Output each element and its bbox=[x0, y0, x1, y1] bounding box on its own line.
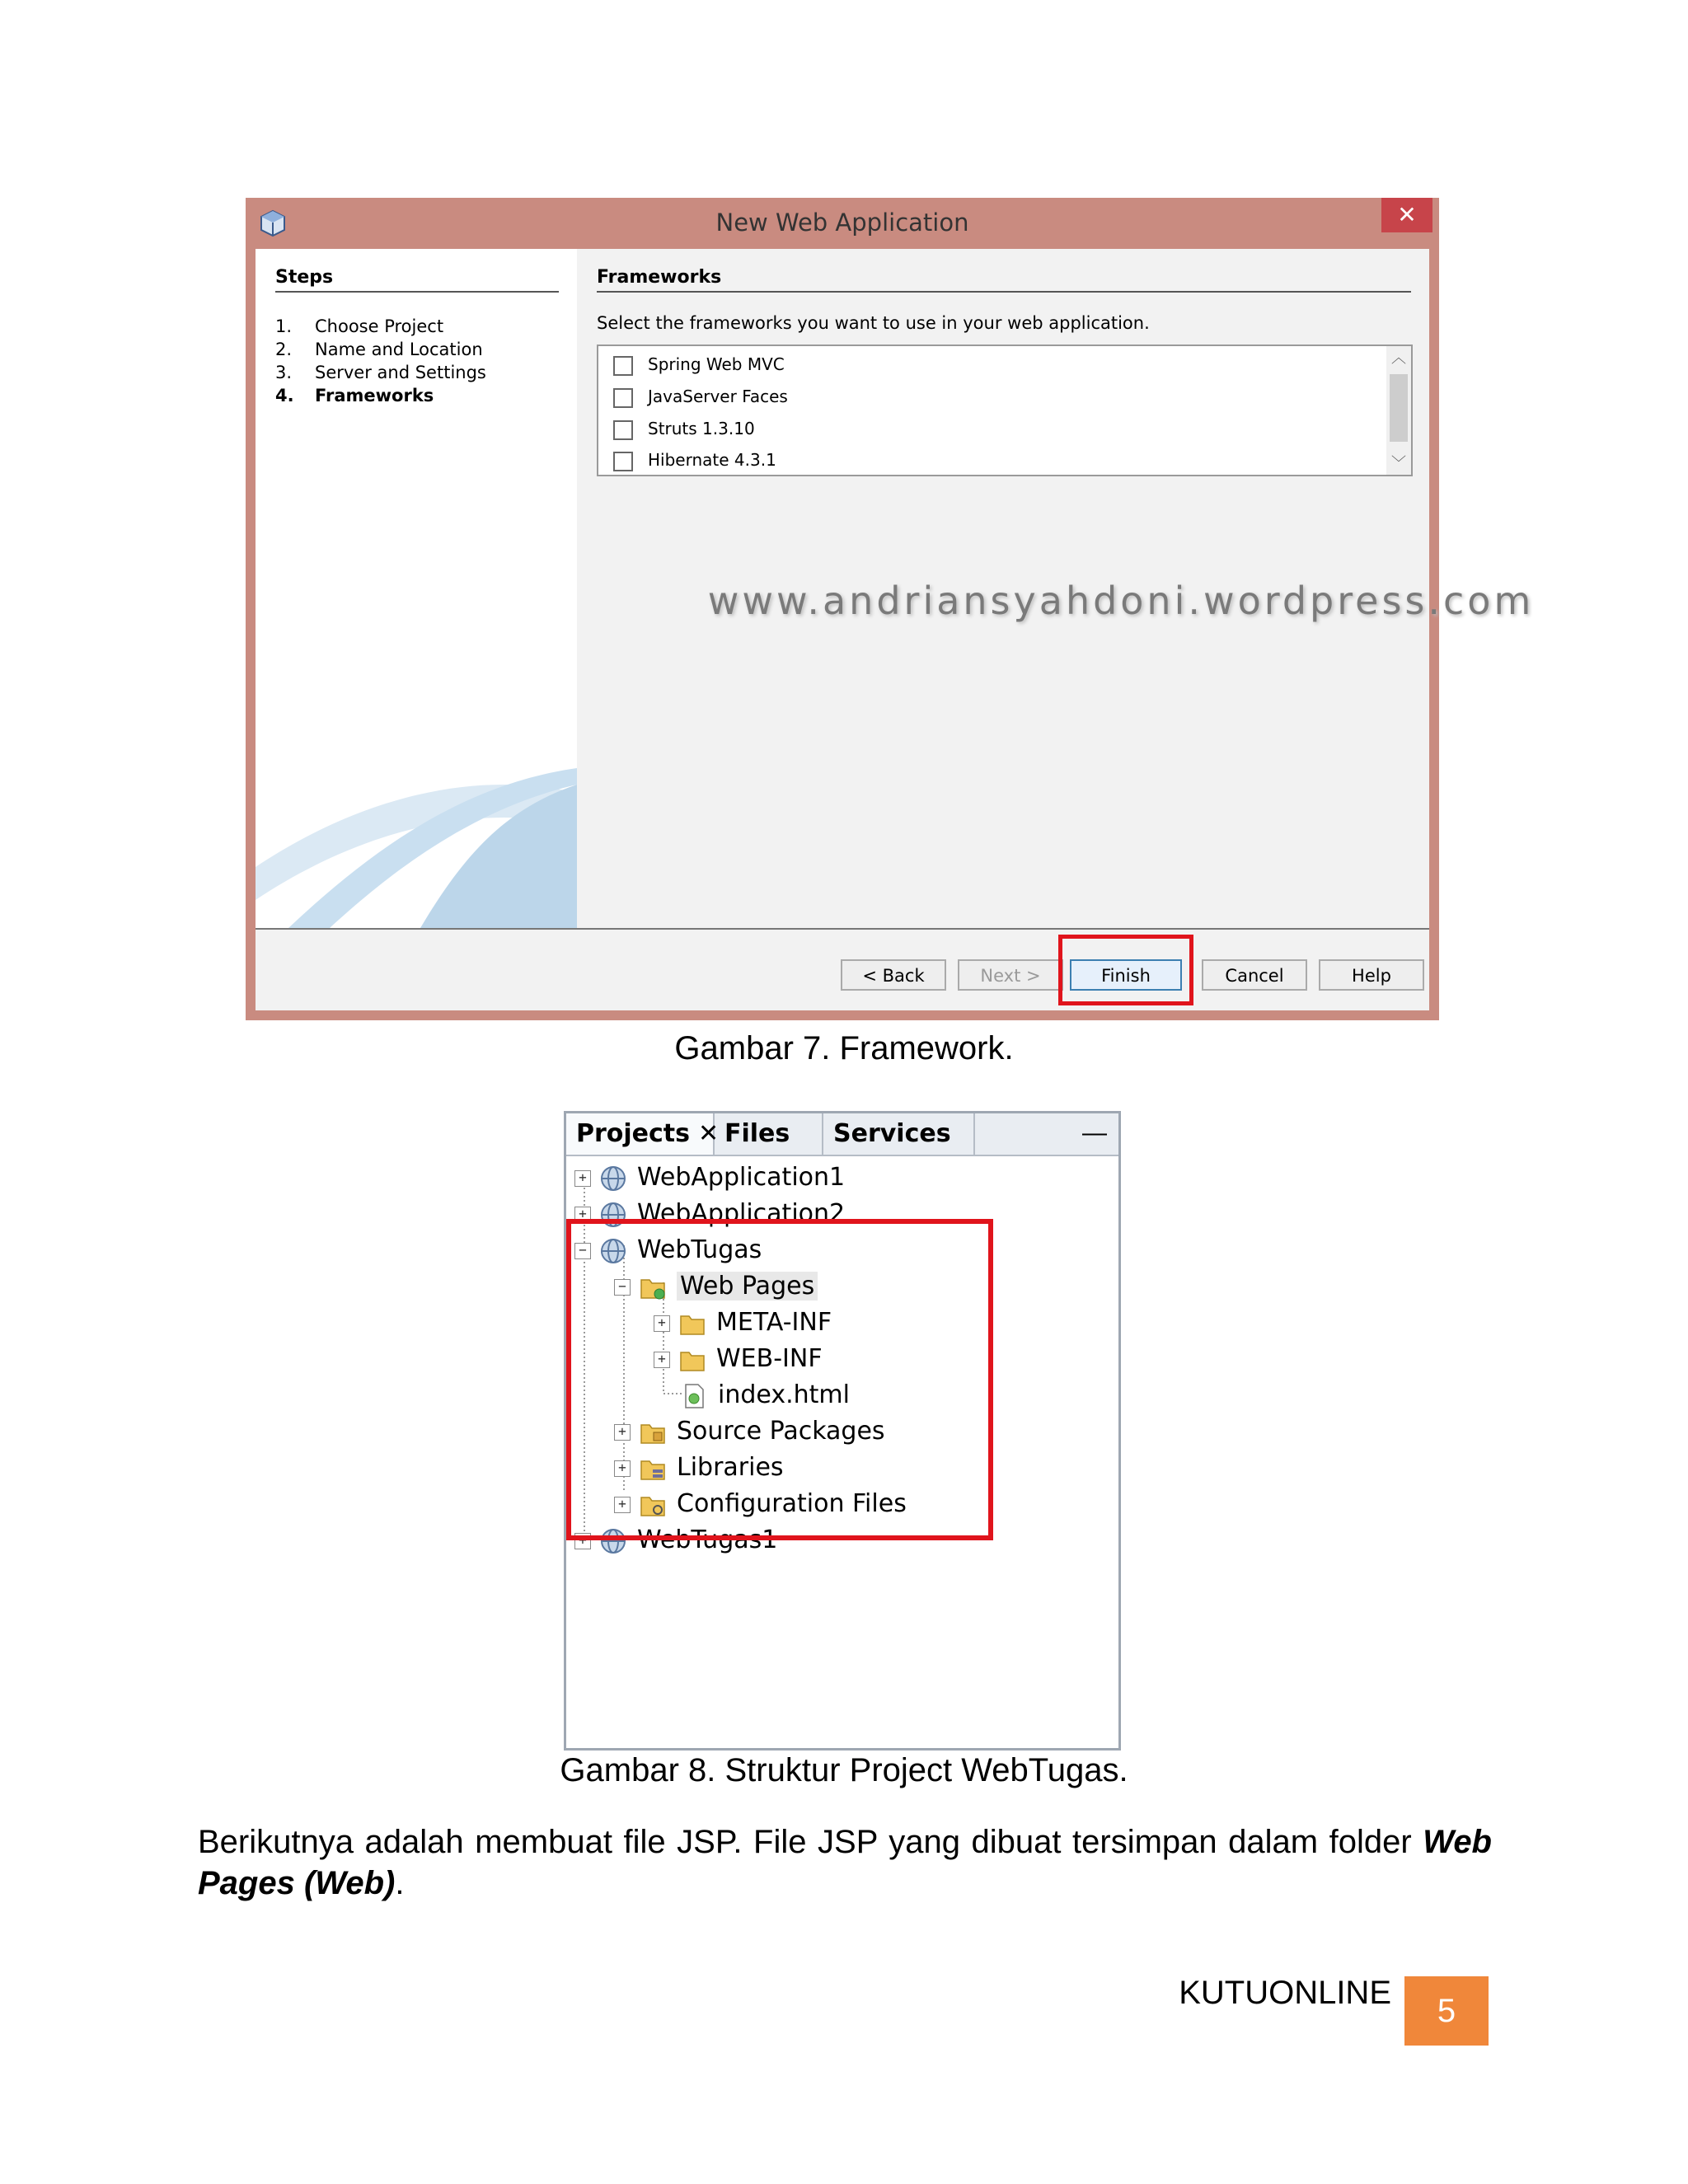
expand-icon[interactable]: + bbox=[574, 1170, 591, 1187]
back-button[interactable]: < Back bbox=[841, 959, 946, 991]
step-item: 3. Server and Settings bbox=[275, 363, 486, 382]
tree-node-libraries[interactable]: + Libraries bbox=[614, 1450, 784, 1486]
new-web-application-dialog bbox=[246, 198, 1535, 1020]
steps-panel bbox=[256, 249, 577, 928]
framework-option[interactable]: Spring Web MVC bbox=[613, 351, 785, 377]
collapse-icon[interactable]: − bbox=[574, 1243, 591, 1259]
tree-node-web-inf[interactable]: + WEB-INF bbox=[654, 1341, 823, 1377]
footer-brand: KUTUONLINE bbox=[1179, 1975, 1391, 2011]
page-number-badge: 5 bbox=[1404, 1976, 1489, 2046]
web-project-icon bbox=[599, 1165, 627, 1193]
webtugas-highlight-box bbox=[566, 1219, 993, 1540]
framework-option[interactable]: JavaServer Faces bbox=[613, 383, 788, 410]
scroll-down-icon[interactable]: ﹀ bbox=[1391, 455, 1406, 471]
help-button[interactable]: Help bbox=[1319, 959, 1424, 991]
dialog-body bbox=[256, 249, 1535, 1010]
framework-option[interactable]: Hibernate 4.3.1 bbox=[613, 448, 776, 472]
decorative-swoosh-graphic bbox=[256, 735, 577, 928]
tab-strip bbox=[566, 1113, 1118, 1156]
frameworks-list bbox=[597, 344, 1413, 476]
cancel-button[interactable]: Cancel bbox=[1202, 959, 1307, 991]
watermark-text: www.andriansyahdoni.wordpress.com bbox=[707, 579, 1535, 623]
finish-button[interactable]: Finish bbox=[1070, 959, 1182, 991]
scroll-thumb[interactable] bbox=[1390, 374, 1408, 442]
frameworks-title: Frameworks bbox=[597, 267, 1411, 293]
tree-node-meta-inf[interactable]: + META-INF bbox=[654, 1305, 832, 1341]
step-item-active: 4. Frameworks bbox=[275, 386, 434, 405]
checkbox[interactable] bbox=[613, 420, 633, 440]
tab-files[interactable]: Files bbox=[715, 1113, 823, 1155]
close-tab-icon[interactable]: ✕ bbox=[698, 1119, 720, 1148]
close-button[interactable]: ✕ bbox=[1381, 198, 1432, 232]
tree-node-source-packages[interactable]: + Source Packages bbox=[614, 1413, 885, 1450]
expand-icon[interactable]: + bbox=[654, 1315, 670, 1332]
tree-node-webapplication1[interactable]: + WebApplication1 bbox=[574, 1160, 845, 1196]
figure-8-caption: Gambar 8. Struktur Project WebTugas. bbox=[560, 1752, 1128, 1788]
expand-icon[interactable]: + bbox=[614, 1424, 631, 1441]
tree-node-configuration-files[interactable]: + Configuration Files bbox=[614, 1486, 907, 1522]
checkbox[interactable] bbox=[613, 356, 633, 376]
minimize-icon[interactable]: — bbox=[1082, 1119, 1107, 1146]
scroll-up-icon[interactable]: ︿ bbox=[1391, 349, 1406, 366]
tree-node-index-html[interactable]: index.html bbox=[672, 1377, 850, 1413]
expand-icon[interactable]: + bbox=[574, 1207, 591, 1223]
expand-icon[interactable]: + bbox=[614, 1460, 631, 1477]
checkbox[interactable] bbox=[613, 452, 633, 471]
tree-node-webapplication2[interactable]: + WebApplication2 bbox=[574, 1196, 845, 1232]
tab-services[interactable]: Services bbox=[823, 1113, 975, 1155]
expand-icon[interactable]: + bbox=[654, 1352, 670, 1368]
frameworks-panel bbox=[577, 249, 1535, 928]
step-item: 1. Choose Project bbox=[275, 316, 444, 336]
framework-option[interactable]: Struts 1.3.10 bbox=[613, 415, 755, 442]
vertical-scrollbar[interactable] bbox=[1386, 346, 1411, 475]
button-bar bbox=[256, 928, 1429, 1012]
steps-title: Steps bbox=[275, 267, 559, 293]
body-paragraph: Berikutnya adalah membuat file JSP. File JSP yang dibuat tersimpan dalam folder Web Pages (Web). bbox=[198, 1824, 1492, 1901]
frameworks-description: Select the frameworks you want to use in your web application. bbox=[597, 313, 1150, 333]
projects-panel bbox=[564, 1111, 1121, 1750]
checkbox[interactable] bbox=[613, 388, 633, 408]
next-button[interactable]: Next > bbox=[958, 959, 1063, 991]
dialog-title: New Web Application bbox=[715, 209, 969, 237]
expand-icon[interactable]: + bbox=[614, 1497, 631, 1513]
collapse-icon[interactable]: − bbox=[614, 1279, 631, 1296]
tree-node-webtugas[interactable]: − WebTugas bbox=[574, 1232, 762, 1268]
expand-icon[interactable]: + bbox=[574, 1533, 591, 1549]
tree-node-webtugas1[interactable]: + WebTugas1 bbox=[574, 1522, 777, 1558]
figure-7-caption: Gambar 7. Framework. bbox=[674, 1030, 1014, 1066]
tree-node-web-pages[interactable]: − Web Pages bbox=[614, 1268, 818, 1305]
tab-projects[interactable]: Projects ✕ bbox=[566, 1113, 715, 1155]
step-item: 2. Name and Location bbox=[275, 340, 483, 359]
emphasis-folder-name: Web Pages (Web) bbox=[198, 1824, 1492, 1901]
